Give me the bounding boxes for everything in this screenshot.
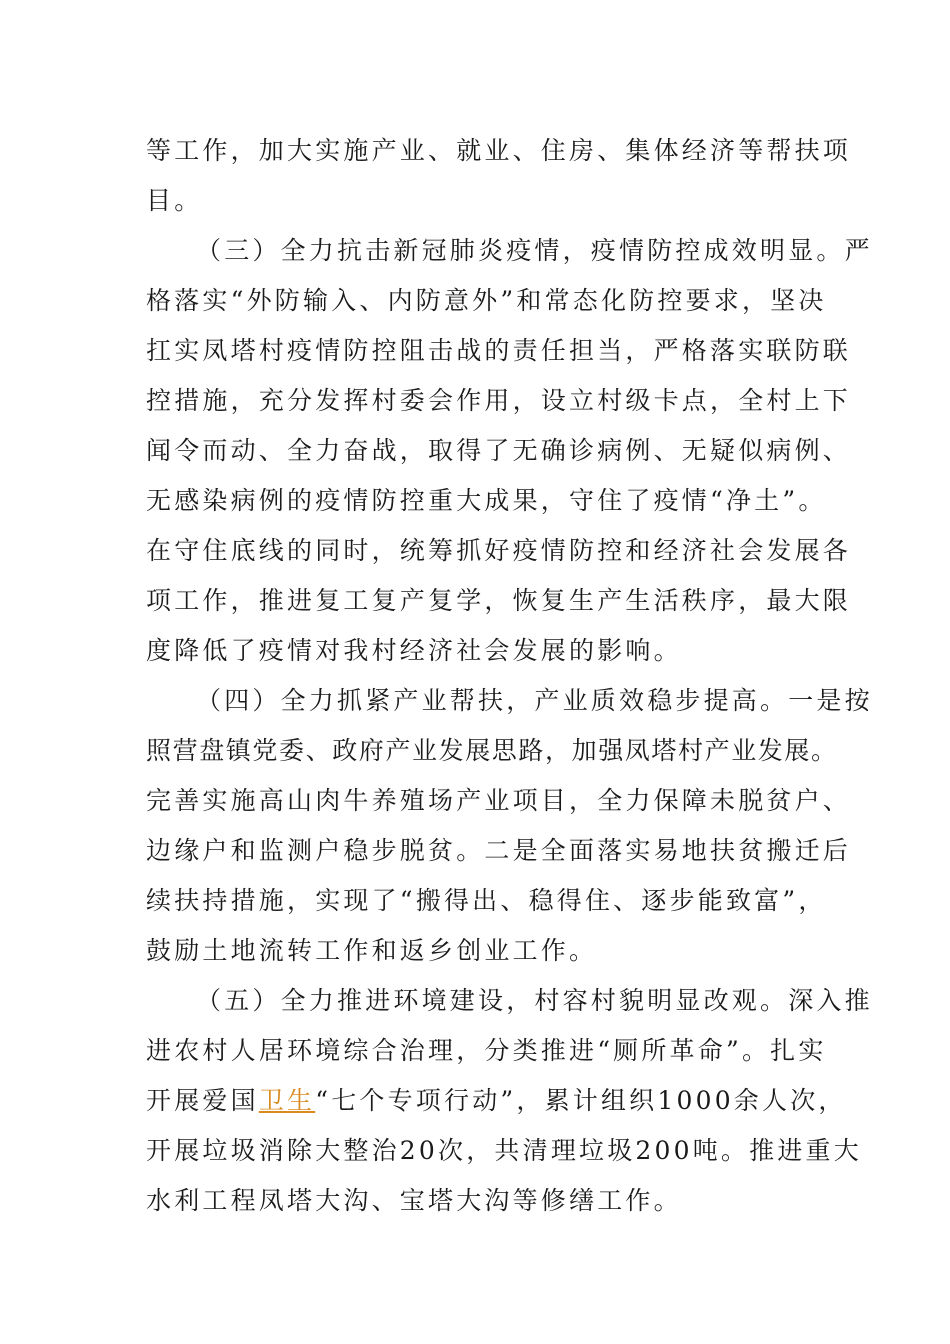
text-line: 闻令而动、全力奋战，取得了无确诊病例、无疑似病例、 xyxy=(146,436,852,465)
text-line: 鼓励土地流转工作和返乡创业工作。 xyxy=(146,936,598,965)
text-line: 照营盘镇党委、政府产业发展思路，加强凤塔村产业发展。 xyxy=(146,736,838,765)
text-line: 边缘户和监测户稳步脱贫。二是全面落实易地扶贫搬迁后 xyxy=(146,836,852,865)
text-line: 续扶持措施，实现了“搬得出、稳得住、逐步能致富”， xyxy=(146,886,827,915)
text-line: 项工作，推进复工复产复学，恢复生产生活秩序，最大限 xyxy=(146,586,852,615)
weisheng-link[interactable]: 卫生 xyxy=(258,1086,316,1115)
text-line: 格落实“外防输入、内防意外”和常态化防控要求，坚决 xyxy=(146,286,827,315)
text-line: 在守住底线的同时，统筹抓好疫情防控和经济社会发展各 xyxy=(146,536,852,565)
text-segment: 开展爱国 xyxy=(146,1086,259,1115)
section-heading-4: （四）全力抓紧产业帮扶，产业质效稳步提高。一是按 xyxy=(196,686,873,715)
text-segment: “七个专项行动”，累计组织1000余人次， xyxy=(315,1086,847,1115)
text-line: 目。 xyxy=(146,186,203,215)
text-line: 完善实施高山肉牛养殖场产业项目，全力保障未脱贫户、 xyxy=(146,786,852,815)
text-line: 扛实凤塔村疫情防控阻击战的责任担当，严格落实联防联 xyxy=(146,336,852,365)
text-line: 控措施，充分发挥村委会作用，设立村级卡点，全村上下 xyxy=(146,386,852,415)
section-heading-5: （五）全力推进环境建设，村容村貌明显改观。深入推 xyxy=(196,986,873,1015)
text-line: 无感染病例的疫情防控重大成果，守住了疫情“净土”。 xyxy=(146,486,827,515)
text-line: 水利工程凤塔大沟、宝塔大沟等修缮工作。 xyxy=(146,1186,682,1215)
text-line: 开展垃圾消除大整治20次，共清理垃圾200吨。推进重大 xyxy=(146,1136,862,1165)
text-line: 进农村人居环境综合治理，分类推进“厕所革命”。扎实 xyxy=(146,1036,827,1065)
text-line: 等工作，加大实施产业、就业、住房、集体经济等帮扶项 xyxy=(146,136,852,165)
text-line: 度降低了疫情对我村经济社会发展的影响。 xyxy=(146,636,682,665)
text-line-with-link xyxy=(146,1081,847,1121)
section-heading-3: （三）全力抗击新冠肺炎疫情，疫情防控成效明显。严 xyxy=(196,236,873,265)
